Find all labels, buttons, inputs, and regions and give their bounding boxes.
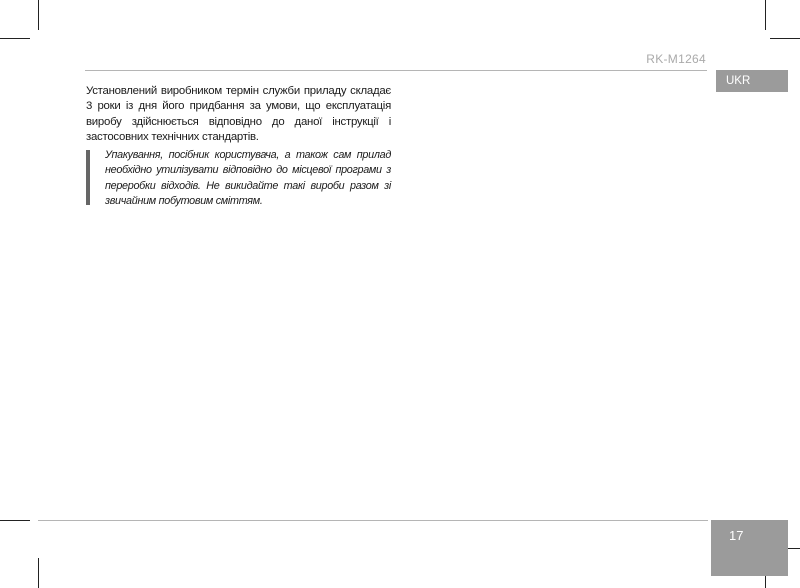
crop-mark-top-right (765, 0, 766, 30)
model-number: RK-M1264 (646, 52, 706, 66)
disposal-note-text: Упакування, посібник користувача, а також сам прилад необхідно утилізувати відповідно до місцевої програми з переробки відходів. Не викидайте такі вироби разом зі звичайним побутовим сміттям. (105, 149, 391, 208)
service-life-paragraph: Установлений виробником термін служби приладу складає 3 роки із дня його придбання за умови, що експлуатація виробу здійснюється відповідно до даної інструкції і застосовних технічних стандартів. (86, 85, 391, 144)
crop-mark-left-bottom (0, 520, 30, 521)
crop-mark-bottom-left (38, 558, 39, 588)
header-divider (85, 70, 707, 71)
language-tab: UKR (716, 70, 788, 92)
crop-mark-top-left (38, 0, 39, 30)
crop-mark-left-top (0, 38, 30, 39)
disposal-note (86, 148, 391, 206)
note-accent-bar (86, 150, 90, 205)
footer-divider (38, 520, 708, 521)
crop-mark-right-top (770, 38, 800, 39)
page-number: 17 (711, 520, 788, 576)
